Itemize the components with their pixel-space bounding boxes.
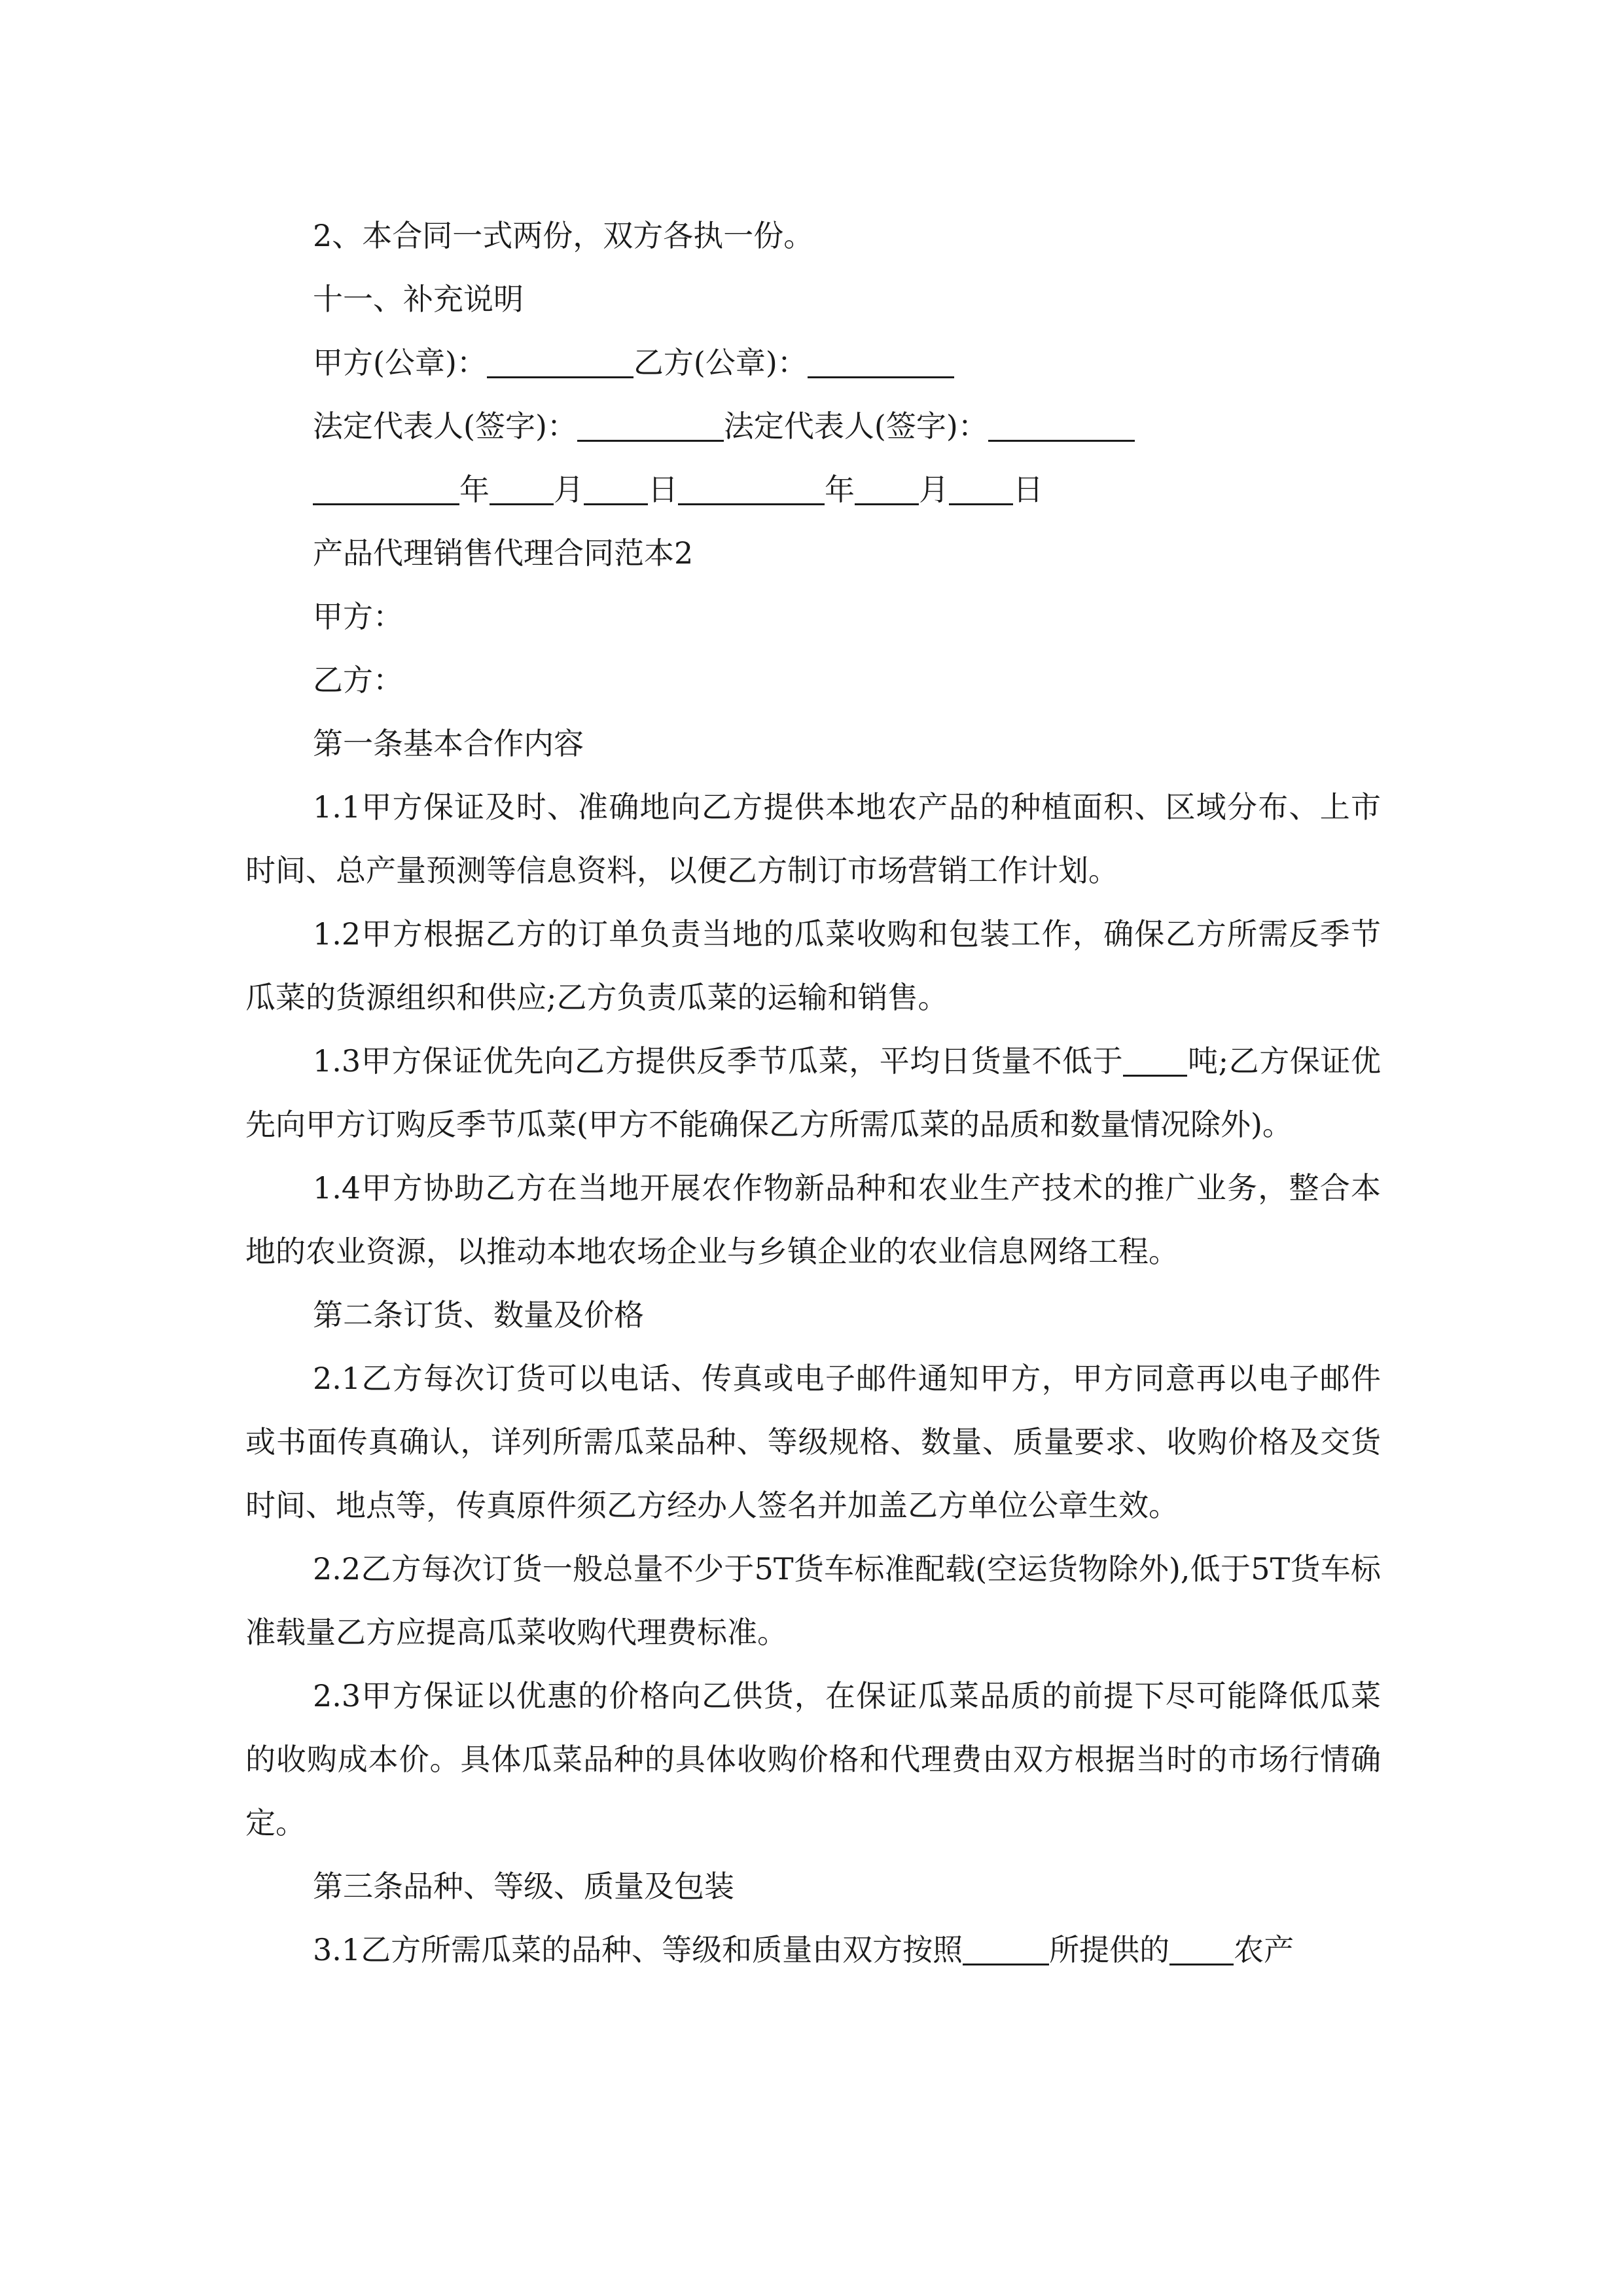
clause-2-3: 2.3甲方保证以优惠的价格向乙供货，在保证瓜菜品质的前提下尽可能降低瓜菜的收购成本价。具体瓜菜品种的具体收购价格和代理费由双方根据当时的市场行情确定。 bbox=[245, 1678, 1381, 1840]
date-line bbox=[245, 458, 1381, 522]
date-b-day-blank bbox=[949, 473, 1013, 505]
contract-template-title: 产品代理销售代理合同范本2 bbox=[313, 535, 694, 571]
party-b-seal-blank bbox=[808, 346, 954, 378]
date-a-year: 年 bbox=[459, 472, 490, 507]
clause-1-2: 1.2甲方根据乙方的订单负责当地的瓜菜收购和包装工作，确保乙方所需反季节瓜菜的货源组织和供应;乙方负责瓜菜的运输和销售。 bbox=[245, 916, 1381, 1015]
article-3-heading: 第三条品种、等级、质量及包装 bbox=[313, 1869, 734, 1904]
clause-1-3-part-a: 1.3甲方保证优先向乙方提供反季节瓜菜，平均日货量不低于 bbox=[313, 1043, 1124, 1079]
party-b-line: 乙方： bbox=[313, 662, 403, 698]
party-b-rep-blank bbox=[988, 410, 1135, 442]
party-a-rep-blank bbox=[577, 410, 724, 442]
date-b-day: 日 bbox=[1013, 472, 1043, 507]
date-b-month: 月 bbox=[919, 472, 949, 507]
party-b-rep-label: 法定代表人(签字)： bbox=[723, 408, 988, 444]
article-1-heading: 第一条基本合作内容 bbox=[313, 726, 584, 761]
article-2-heading: 第二条订货、数量及价格 bbox=[313, 1297, 644, 1333]
clause-3-1-part-a: 3.1乙方所需瓜菜的品种、等级和质量由双方按照 bbox=[313, 1932, 963, 1967]
daily-volume-blank bbox=[1123, 1045, 1187, 1077]
date-b-month-blank bbox=[855, 473, 919, 505]
copies-clause: 2、本合同一式两份，双方各执一份。 bbox=[313, 218, 814, 253]
date-a-month: 月 bbox=[554, 472, 584, 507]
clause-1-3-part-b: 吨;乙方保证优先向甲方订购反季节瓜菜(甲方不能确保乙方所需瓜菜的品质和数量情况除外)。 bbox=[245, 1043, 1382, 1142]
clause-3-1 bbox=[245, 1918, 1381, 1982]
clause-2-1: 2.1乙方每次订货可以电话、传真或电子邮件通知甲方，甲方同意再以电子邮件或书面传真确认，详列所需瓜菜品种、等级规格、数量、质量要求、收购价格及交货时间、地点等，传真原件须乙方经办人签名并加盖乙方单位公章生效。 bbox=[245, 1361, 1381, 1523]
clause-1-1: 1.1甲方保证及时、准确地向乙方提供本地农产品的种植面积、区域分布、上市时间、总产量预测等信息资料，以便乙方制订市场营销工作计划。 bbox=[245, 789, 1381, 888]
seal-line bbox=[245, 331, 1381, 395]
date-a-day-blank bbox=[584, 473, 648, 505]
representative-line bbox=[245, 395, 1381, 458]
date-a-month-blank bbox=[490, 473, 554, 505]
clause-2-2: 2.2乙方每次订货一般总量不少于5T货车标准配载(空运货物除外),低于5T货车标准载量乙方应提高瓜菜收购代理费标准。 bbox=[245, 1551, 1381, 1650]
party-a-seal-label: 甲方(公章)： bbox=[313, 345, 487, 380]
document-body bbox=[245, 204, 1381, 1982]
date-b-year: 年 bbox=[825, 472, 855, 507]
product-type-blank bbox=[1169, 1933, 1234, 1965]
clause-3-1-part-c: 农产 bbox=[1234, 1932, 1294, 1967]
party-a-line: 甲方： bbox=[313, 599, 403, 634]
party-b-seal-label: 乙方(公章)： bbox=[633, 345, 808, 380]
date-a-year-blank bbox=[313, 473, 459, 505]
party-a-seal-blank bbox=[487, 346, 633, 378]
party-a-rep-label: 法定代表人(签字)： bbox=[313, 408, 577, 444]
date-a-day: 日 bbox=[648, 472, 678, 507]
date-b-year-blank bbox=[678, 473, 825, 505]
clause-3-1-part-b: 所提供的 bbox=[1049, 1932, 1170, 1967]
clause-1-3 bbox=[245, 1030, 1381, 1157]
standard-source-blank bbox=[963, 1933, 1049, 1965]
clause-1-4: 1.4甲方协助乙方在当地开展农作物新品种和农业生产技术的推广业务，整合本地的农业资源，以推动本地农场企业与乡镇企业的农业信息网络工程。 bbox=[245, 1170, 1381, 1269]
supplement-heading: 十一、补充说明 bbox=[313, 281, 524, 317]
